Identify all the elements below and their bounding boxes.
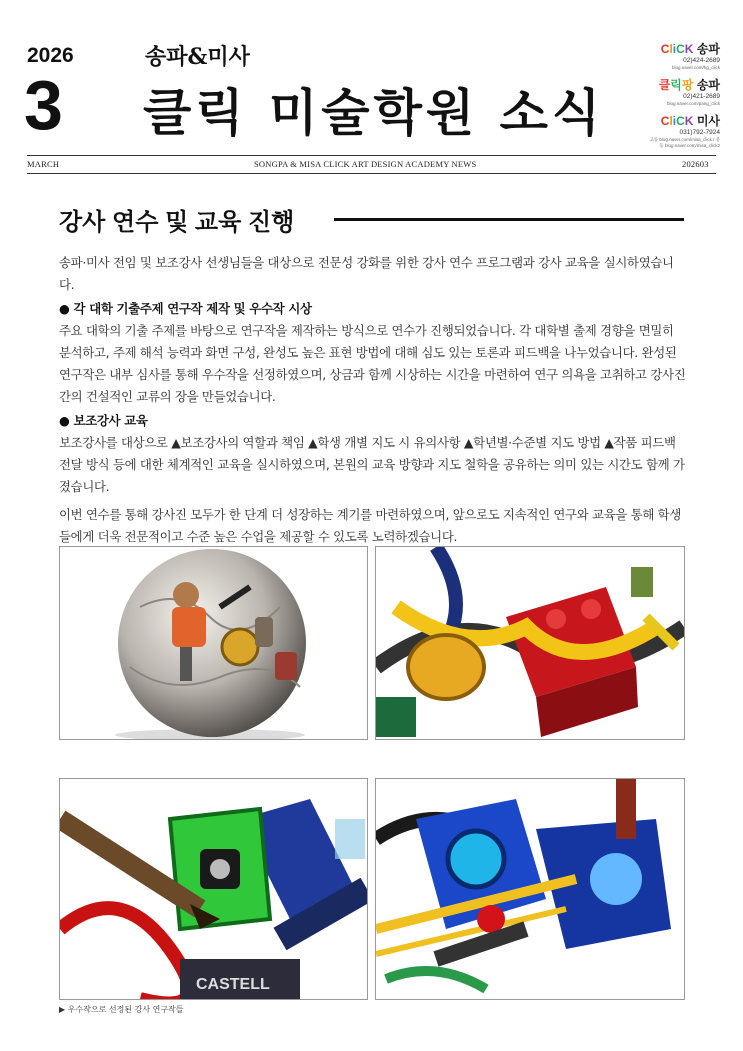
artwork-blue-machine bbox=[375, 778, 685, 1000]
branch-phone: 02)421-2689 bbox=[683, 93, 720, 100]
branch-songpa-pang bbox=[648, 76, 720, 107]
artwork-pencil-brand: CASTELL bbox=[196, 976, 270, 993]
branch-songpa bbox=[648, 40, 720, 71]
branch-blog: blog.naver.com/pang_click bbox=[666, 101, 720, 106]
issue-month: 3 bbox=[24, 66, 63, 144]
meta-publication: SONGPA & MISA CLICK ART DESIGN ACADEMY NEWS bbox=[254, 159, 477, 169]
header-rule-bottom bbox=[27, 173, 716, 174]
branch-phone: 02)424-2689 bbox=[683, 57, 720, 64]
branch-blog: 고등 blog.naver.com/misa_click / 중등 blog.naver.com/misa_click2 bbox=[649, 137, 720, 148]
section1-heading: ● 각 대학 기출주제 연구작 제작 및 우수작 시상 bbox=[59, 301, 312, 316]
closing-paragraph: 이번 연수를 통해 강사진 모두가 한 단계 더 성장하는 계기를 마련하였으며, 앞으로도 지속적인 연구와 교육을 통해 학생들에게 더욱 전문적이고 수준 높은 수업을 제공할 수 있도록 노력하겠습니다. bbox=[59, 507, 681, 544]
header-rule-top bbox=[27, 155, 716, 156]
artwork-sphere bbox=[59, 546, 368, 740]
article-body bbox=[59, 252, 686, 548]
meta-month: MARCH bbox=[27, 159, 60, 169]
artwork-caption: ▶ 우수작으로 선정된 강사 연구작들 bbox=[59, 1005, 184, 1014]
title-underline bbox=[334, 218, 684, 221]
branch-phone: 031)792-7924 bbox=[679, 129, 720, 136]
branch-name: 송파 bbox=[696, 42, 720, 56]
intro-paragraph: 송파·미사 전임 및 보조강사 선생님들을 대상으로 전문성 강화를 위한 강사 연수 프로그램과 강사 교육을 실시하였습니다. bbox=[59, 255, 674, 292]
branch-name: 미사 bbox=[696, 114, 720, 128]
section2-heading: ● 보조강사 교육 bbox=[59, 413, 148, 428]
newsletter-title: 클릭 미술학원 소식 bbox=[143, 83, 605, 142]
article-title: 강사 연수 및 교육 진행 bbox=[59, 209, 295, 236]
section2-paragraph: 보조강사를 대상으로 ▲보조강사의 역할과 책임 ▲학생 개별 지도 시 유의사항 ▲학년별·수준별 지도 방법 ▲작품 피드백 전달 방식 등에 대한 체계적인 교육을 실시하였으며, 본원의 교육 방향과 지도 철학을 공유하는 의미 있는 시간도 함께 가졌습니다. bbox=[59, 435, 685, 494]
branch-name: 송파 bbox=[696, 78, 720, 92]
artwork-red-block bbox=[375, 546, 685, 740]
click-logo: CliCK 미사 bbox=[660, 114, 720, 128]
meta-issue-code: 202603 bbox=[682, 159, 709, 169]
branch-blog: blog.naver.com/hg_click bbox=[671, 65, 720, 70]
newsletter-subtitle: 송파&미사 bbox=[145, 44, 250, 70]
section1-paragraph: 주요 대학의 기출 주제를 바탕으로 연구작을 제작하는 방식으로 연수가 진행되었습니다. 각 대학별 출제 경향을 면밀히 분석하고, 주제 해석 능력과 화면 구성, 완성도 높은 표현 방법에 대해 심도 있는 토론과 피드백을 나누었습니다. 완성된 연구작은 내부 심사를 통해 우수작을 선정하였으며, 상금과 함께 시상하는 시간을 마련하여 연구 의욕을 고취하고 강사진 간의 건설적인 교류의 장을 만들었습니다. bbox=[59, 323, 686, 404]
branch-misa bbox=[648, 112, 720, 149]
click-logo: CliCK 송파 bbox=[660, 42, 720, 56]
issue-year: 2026 bbox=[27, 44, 74, 67]
click-pang-logo: 클릭팡 송파 bbox=[658, 78, 720, 92]
branch-contacts bbox=[648, 40, 720, 154]
artwork-green-box bbox=[59, 778, 368, 1000]
